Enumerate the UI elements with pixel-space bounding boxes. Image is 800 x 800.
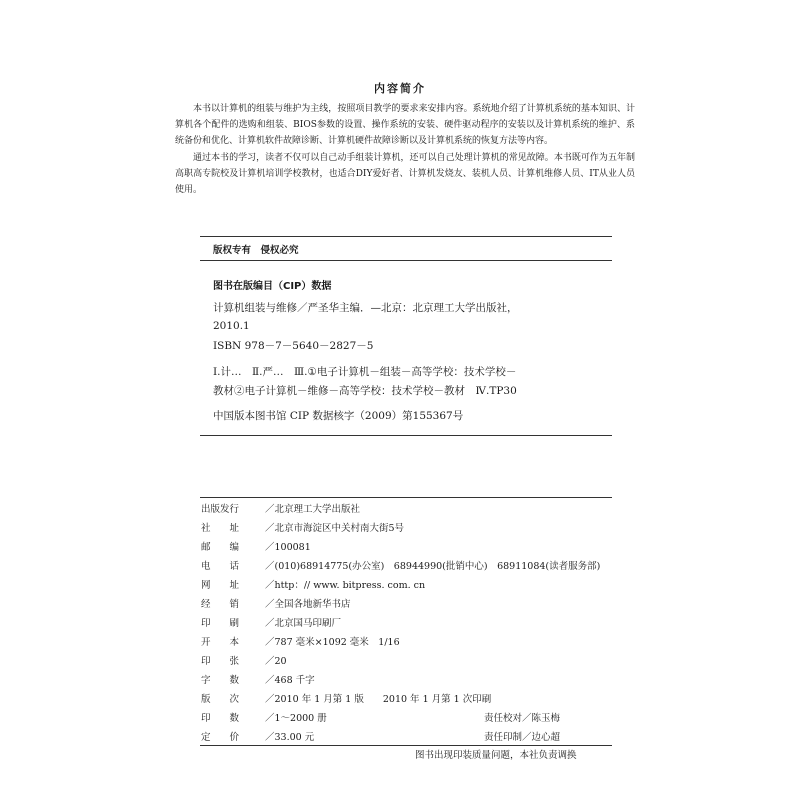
pub-label: 网 址 (201, 580, 240, 591)
pub-value: ／全国各地新华书店 (265, 599, 351, 610)
proofreader-credit: 责任校对／陈玉梅 (484, 713, 561, 724)
cip-line: 计算机组装与维修／严圣华主编．—北京：北京理工大学出版社， (213, 302, 518, 314)
print-supervisor-credit: 责任印制／边心超 (484, 732, 561, 743)
pub-value: ／2010 年 1 月第 1 版 2010 年 1 月第 1 次印刷 (265, 694, 492, 705)
cip-line: 2010.1 (213, 320, 250, 332)
cip-line: 教材②电子计算机－维修－高等学校：技术学校－教材 Ⅳ.TP30 (213, 385, 517, 397)
summary-body (175, 101, 635, 198)
cip-line: ISBN 978－7－5640－2827－5 (213, 340, 374, 352)
pub-value: ／20 (265, 656, 287, 667)
pub-value: ／北京国马印刷厂 (265, 618, 342, 629)
summary-paragraph: 本书以计算机的组装与维护为主线，按照项目教学的要求来安排内容。系统地介绍了计算机系统的基本知识、计算机各个配件的选购和组装、BIOS参数的设置、操作系统的安装、硬件驱动程序的安装以及计算机系统的维护、系统备份和优化、计算机软件故障诊断、计算机硬件故障诊断以及计算机系统的恢复方法等内容。 (175, 104, 635, 147)
summary-paragraph: 通过本书的学习，读者不仅可以自己动手组装计算机，还可以自己处理计算机的常见故障。本书既可作为五年制高职高专院校及计算机培训学校教材，也适合DIY爱好者、计算机发烧友、装机人员、计算机维修人员、IT从业人员使用。 (175, 152, 635, 196)
pub-row (201, 634, 601, 650)
cip-line: 中国版本图书馆 CIP 数据核字（2009）第155367号 (213, 410, 464, 422)
pub-label: 开 本 (201, 637, 240, 648)
pub-row (201, 615, 601, 631)
cip-title: 图书在版编目（CIP）数据 (213, 281, 332, 292)
pub-value: ／100081 (265, 542, 311, 553)
pub-label: 经 销 (201, 599, 240, 610)
divider (200, 236, 612, 237)
pub-label: 社 址 (201, 523, 240, 534)
pub-row (201, 558, 601, 574)
divider (200, 745, 612, 746)
pub-label: 版 次 (201, 694, 240, 705)
pub-value: ／1～2000 册 (265, 713, 327, 724)
footer-note: 图书出现印装质量问题，本社负责调换 (415, 750, 577, 761)
pub-row (201, 653, 601, 669)
cip-line: Ⅰ.计… Ⅱ.严… Ⅲ.①电子计算机－组装－高等学校：技术学校－ (213, 366, 517, 378)
pub-row (201, 672, 601, 688)
pub-row (201, 539, 601, 555)
pub-value: ／468 千字 (265, 675, 315, 686)
pub-row (201, 577, 601, 593)
pub-label: 电 话 (201, 561, 240, 572)
pub-value: ／北京理工大学出版社 (265, 504, 361, 515)
divider (200, 260, 612, 261)
pub-label: 邮 编 (201, 542, 240, 553)
pub-label: 印 刷 (201, 618, 240, 629)
pub-row (201, 596, 601, 612)
pub-row (201, 729, 601, 745)
pub-value: ／33.00 元 (265, 732, 315, 743)
pub-row (201, 501, 601, 517)
pub-label: 字 数 (201, 675, 240, 686)
pub-label: 印 张 (201, 656, 240, 667)
pub-row (201, 691, 601, 707)
pub-label: 印 数 (201, 713, 240, 724)
pub-value: ／(010)68914775(办公室) 68944990(批销中心) 68911084(读者服务部) (265, 561, 601, 572)
divider (200, 497, 612, 498)
pub-row (201, 520, 601, 536)
pub-row (201, 710, 601, 726)
pub-label: 定 价 (201, 732, 240, 743)
pub-value: ／http：// www. bitpress. com. cn (265, 580, 426, 591)
pub-value: ／787 毫米×1092 毫米 1/16 (265, 637, 400, 648)
pub-value: ／北京市海淀区中关村南大街5号 (265, 523, 405, 534)
pub-label: 出版发行 (201, 504, 240, 515)
divider (200, 435, 612, 436)
summary-title: 内容简介 (374, 82, 426, 95)
copyright-notice: 版权专有 侵权必究 (213, 245, 299, 256)
